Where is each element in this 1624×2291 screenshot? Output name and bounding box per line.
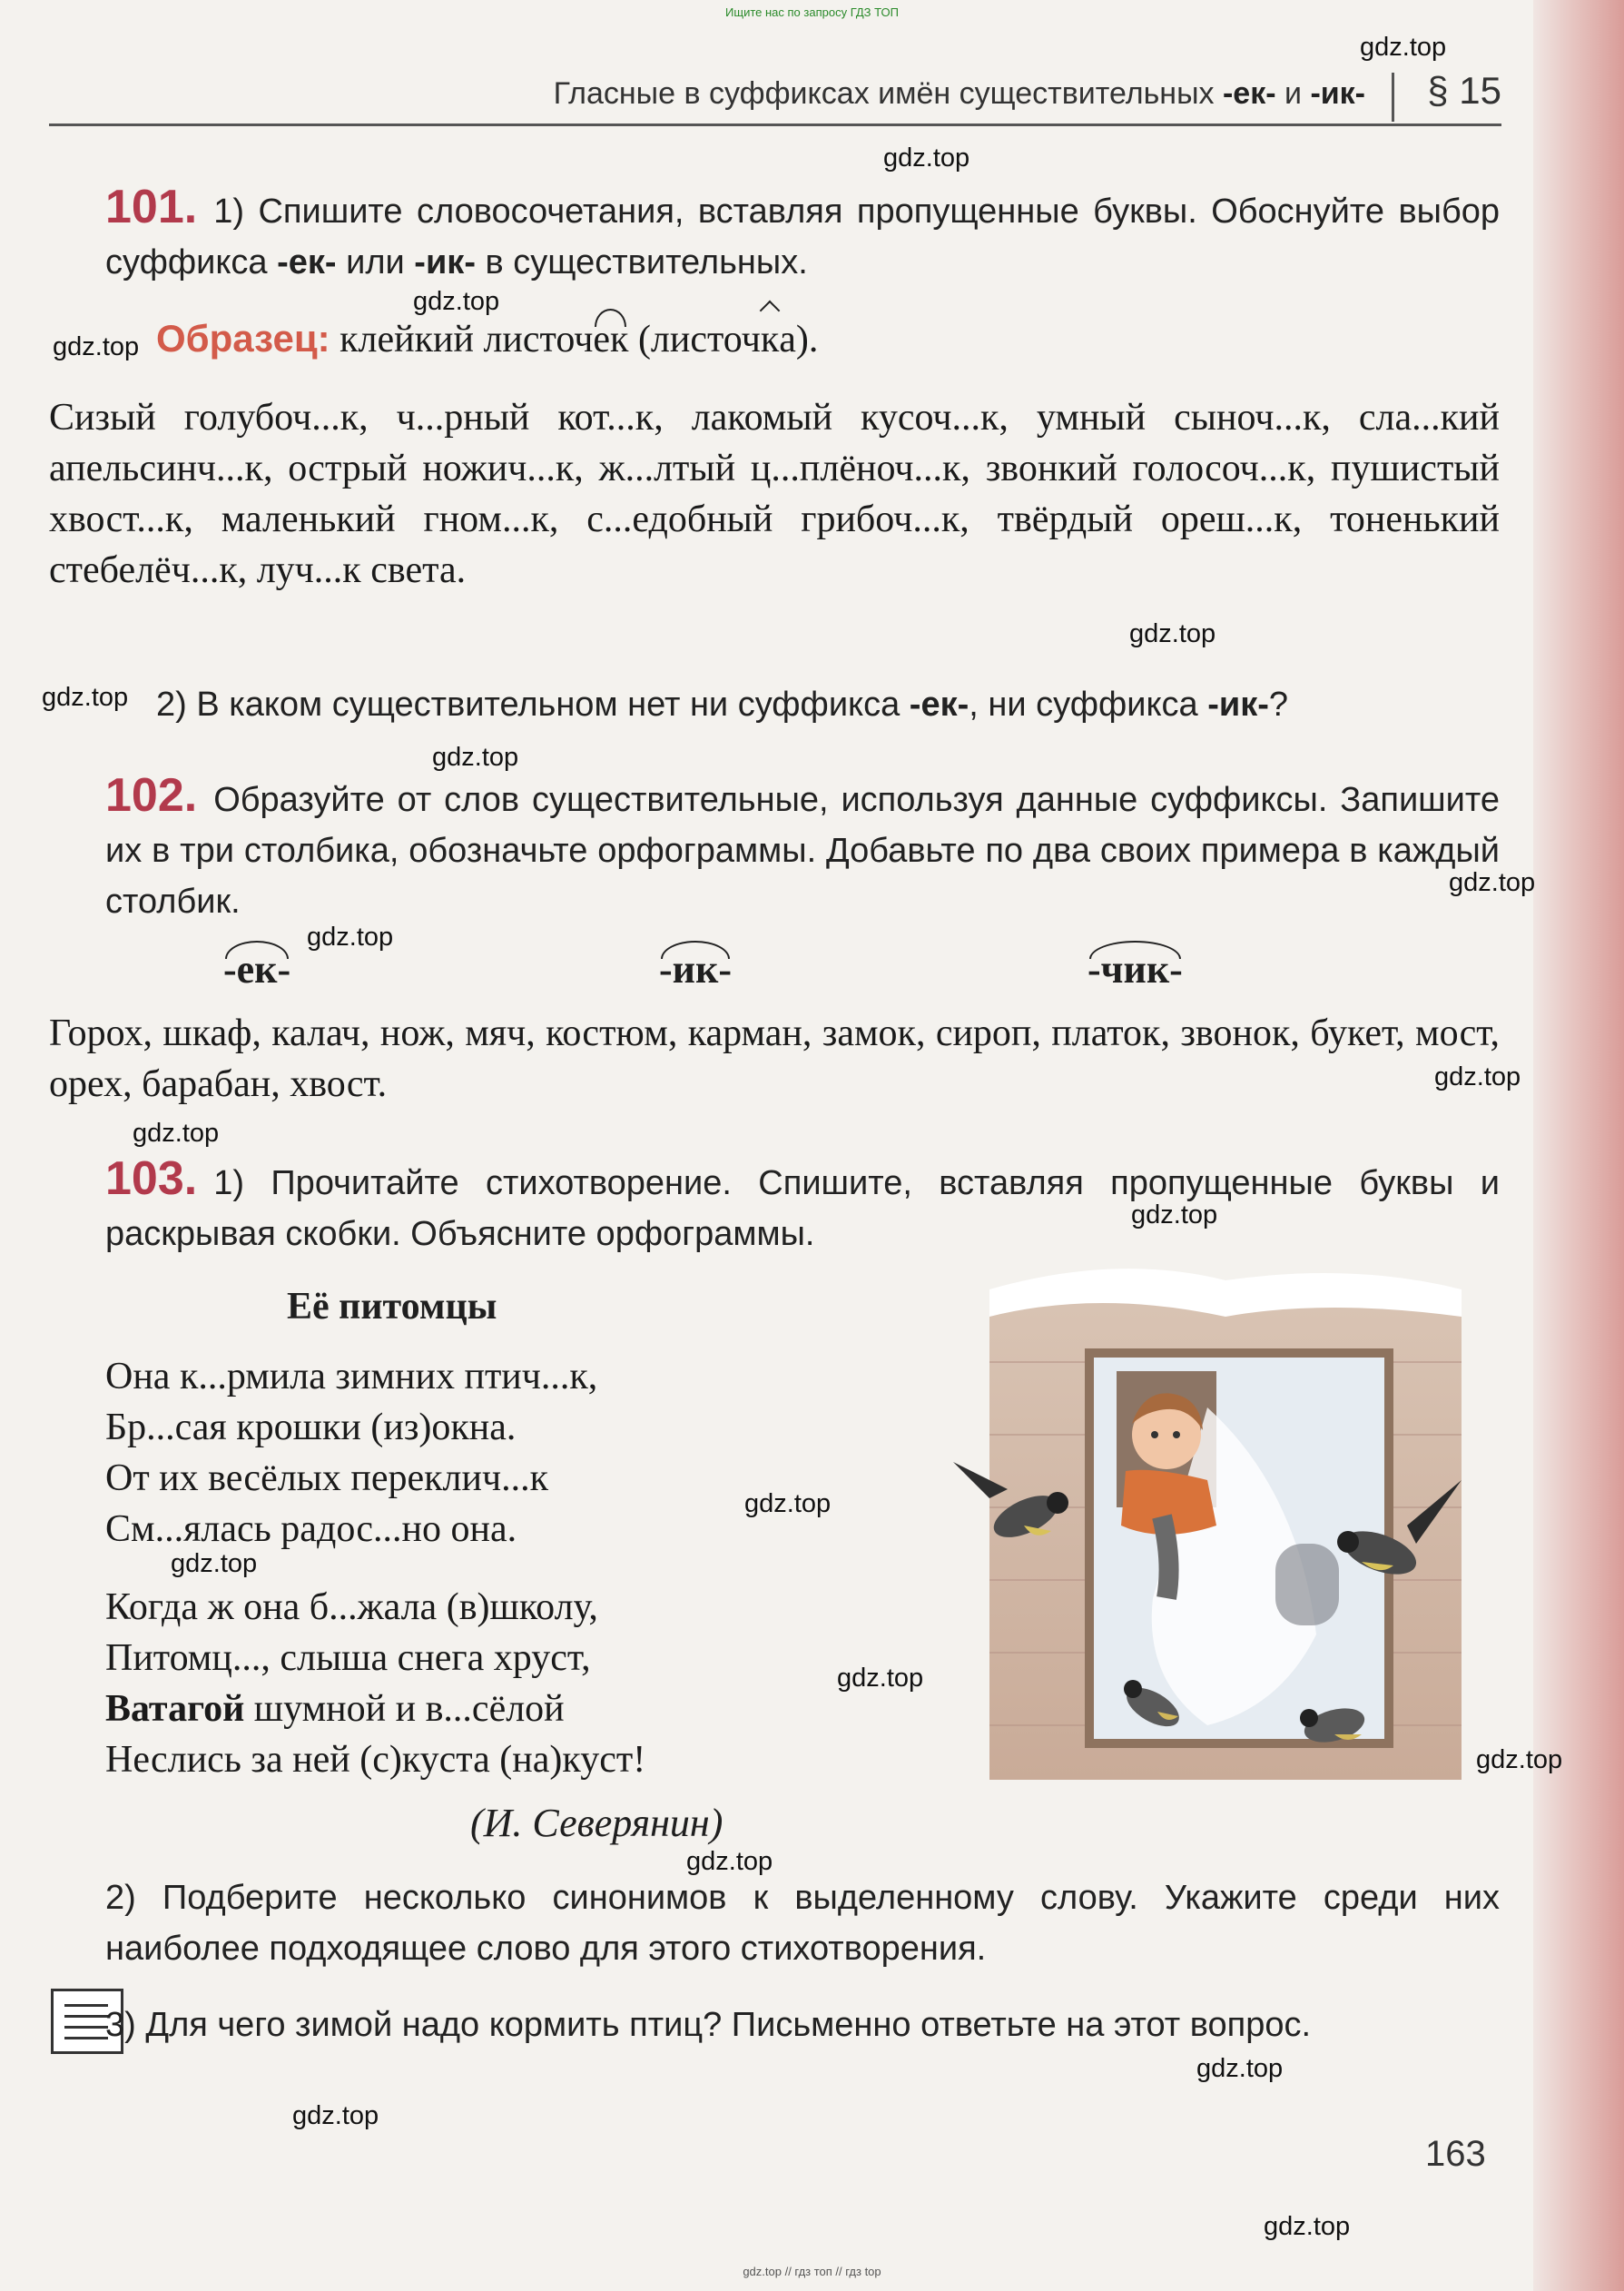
ex102-words: Горох, шкаф, калач, нож, мяч, костюм, карман, замок, сироп, платок, звонок, букет, мост, орех, барабан, хвост.	[49, 1012, 1500, 1105]
poem-line: Ватагой шумной и в...сёлой	[105, 1688, 565, 1730]
window-illustration	[935, 1253, 1516, 1798]
watermark: gdz.top	[292, 2101, 379, 2130]
highlighted-word: Ватагой	[105, 1688, 245, 1730]
watermark: gdz.top	[53, 332, 140, 361]
watermark: gdz.top	[1360, 33, 1447, 62]
poem-stanza-2	[105, 1582, 645, 1785]
ex103-task: 103. 1) Прочитайте стихотворение. Спишите, вставляя пропущенные буквы и раскрывая скобки. Объясните орфограммы.	[105, 1152, 1500, 1253]
watermark: gdz.top	[744, 1489, 832, 1518]
watermark: gdz.top	[1131, 1200, 1218, 1229]
column-chik-arc: -чик-	[1088, 947, 1183, 992]
page-header	[49, 69, 1501, 126]
watermark: gdz.top	[133, 1119, 220, 1148]
watermark: gdz.top	[171, 1549, 258, 1578]
column-ek	[223, 946, 290, 992]
poem-line: Неслись за ней (с)куста (на)куст!	[105, 1739, 646, 1781]
section-number: § 15	[1427, 69, 1501, 112]
page-number: 163	[1425, 2134, 1486, 2174]
watermark: gdz.top	[42, 683, 129, 712]
column-ik-arc: -ик-	[659, 947, 733, 992]
ex103-task3: 3) Для чего зимой надо кормить птиц? Письменно ответьте на этот вопрос.	[105, 2006, 1312, 2044]
girl-arm	[1162, 1516, 1169, 1598]
poem-line: Когда ж она б...жала (в)школу,	[105, 1586, 598, 1628]
header-title: Гласные в суффиксах имён существительных -ек- и -ик-	[553, 76, 1365, 111]
bottom-note: gdz.top // гдз топ // гдз top	[743, 2265, 881, 2278]
column-chik	[1088, 946, 1183, 992]
poem-author: (И. Северянин)	[470, 1801, 723, 1845]
poem-line: Бр...сая крошки (из)окна.	[105, 1407, 517, 1448]
poem-stanza-1	[105, 1351, 597, 1555]
column-ek-arc: -ек-	[223, 947, 291, 992]
watermark: gdz.top	[1449, 868, 1536, 897]
suffix-arc-mark: ек	[593, 314, 628, 365]
ex101-words: Сизый голубоч...к, ч...рный кот...к, лакомый кусоч...к, умный сыноч...к, сла...кий апельсинч...к, острый ножич...к, ж...лтый ц...плёноч...к, звонкий голосоч...к, пушистый хвост...к, маленький гном...к, с...едобный грибоч...к, твёрдый ореш...к, тоненький стебелёч...к, луч...к света.	[49, 397, 1500, 591]
watermark: gdz.top	[686, 1847, 773, 1876]
sample-label: Образец:	[156, 317, 330, 360]
page-edge	[1533, 0, 1624, 2291]
poem-title: Её питомцы	[287, 1286, 497, 1328]
ex101-task2: 2) В каком существительном нет ни суффикса -ек-, ни суффикса -ик-?	[156, 686, 1289, 724]
poem-line: См...ялась радос...но она.	[105, 1508, 517, 1550]
column-ik	[659, 946, 732, 992]
watermark: gdz.top	[1196, 2054, 1284, 2083]
ex102-task: 102. Образуйте от слов существительные, используя данные суффиксы. Запишите их в три столбика, обозначьте орфограммы. Добавьте по два своих примера в каждый столбик.	[105, 769, 1500, 921]
ex101-task: 101. 1) Спишите словосочетания, вставляя пропущенные буквы. Обоснуйте выбор суффикса -ек- или -ик- в существительных.	[105, 181, 1500, 281]
watermark: gdz.top	[307, 923, 394, 952]
stress-caret-mark: к	[761, 314, 779, 365]
watermark: gdz.top	[1129, 619, 1216, 648]
ex101-number: 101.	[105, 181, 198, 233]
watermark: gdz.top	[837, 1664, 924, 1693]
bird-feeder	[1275, 1544, 1339, 1625]
poem-line: Она к...рмила зимних птич...к,	[105, 1356, 598, 1397]
ex102-number: 102.	[105, 769, 198, 822]
watermark: gdz.top	[413, 287, 500, 316]
ex101-sample: Образец: клейкий листочек (листочка).	[156, 313, 818, 365]
watermark: gdz.top	[1434, 1062, 1521, 1091]
watermark: gdz.top	[883, 143, 970, 173]
poem-line: От их весёлых переклич...к	[105, 1457, 549, 1499]
poem-line: Питомц..., слыша снега хруст,	[105, 1637, 591, 1679]
header-divider	[1392, 73, 1394, 122]
watermark: gdz.top	[1264, 2212, 1351, 2241]
ex103-number: 103.	[105, 1152, 198, 1205]
top-note: Ищите нас по запросу ГДЗ ТОП	[725, 5, 899, 19]
watermark: gdz.top	[432, 743, 519, 772]
ex103-task2: 2) Подберите несколько синонимов к выделенному слову. Укажите среди них наиболее подходящее слово для этого стихотворения.	[105, 1879, 1500, 1968]
watermark: gdz.top	[1476, 1745, 1563, 1774]
